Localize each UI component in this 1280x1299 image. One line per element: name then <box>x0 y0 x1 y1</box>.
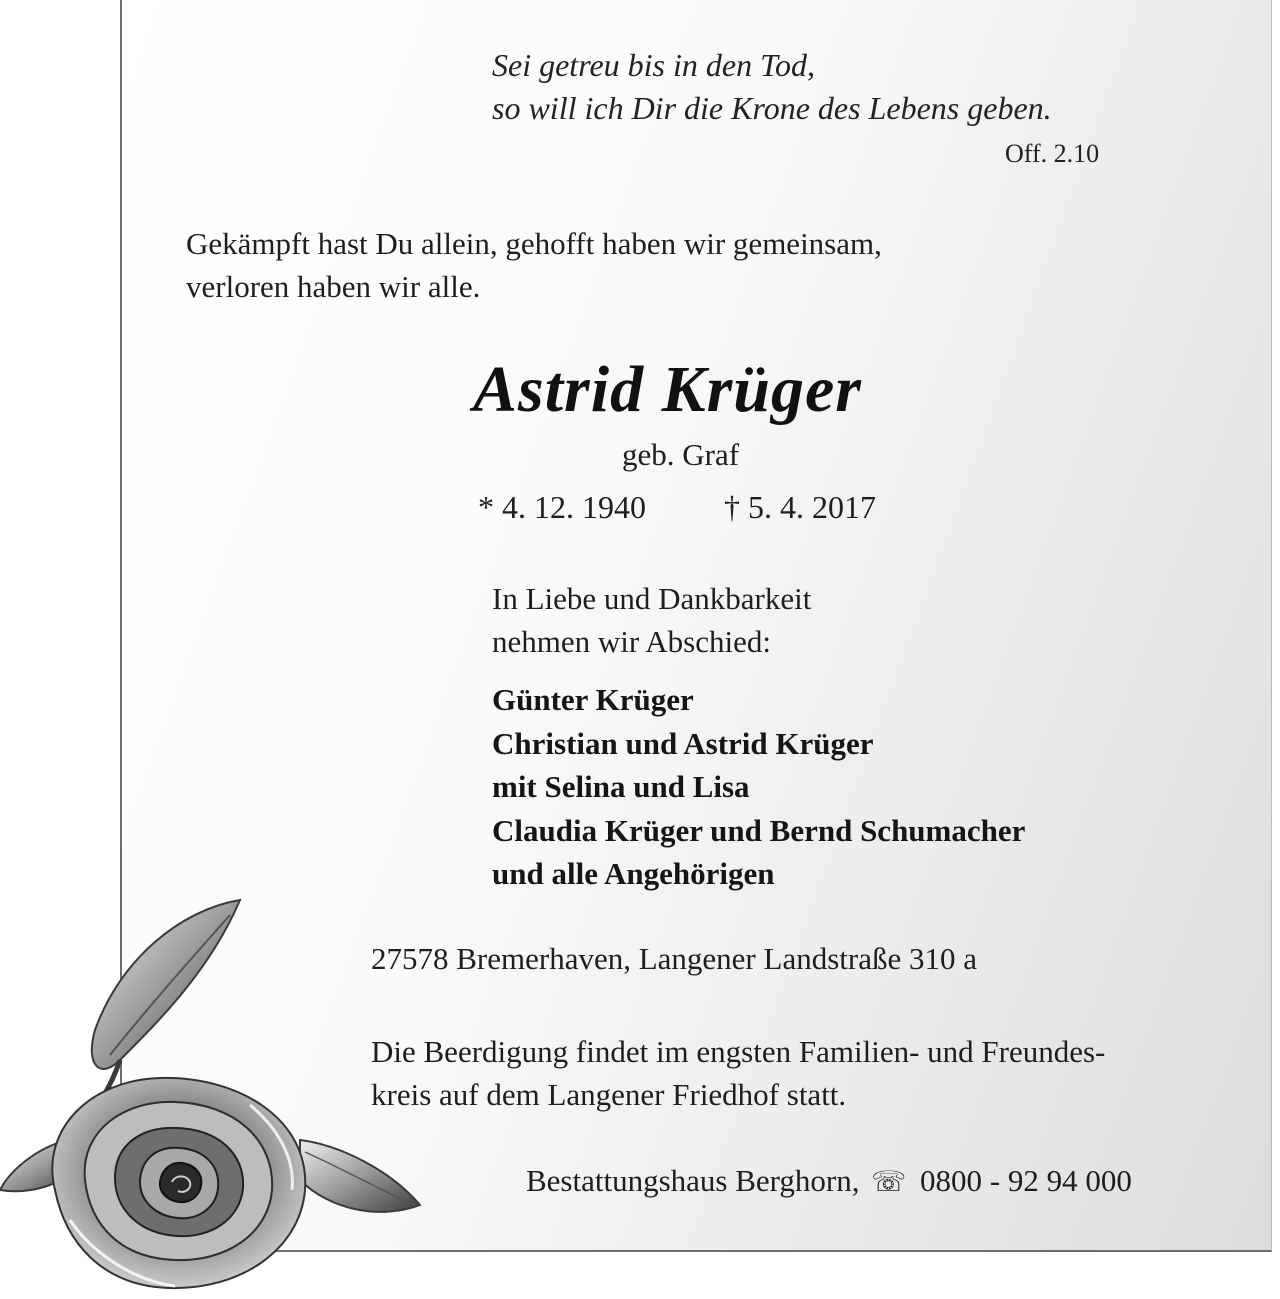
quote-line-1: Gekämpft hast Du allein, gehofft haben wir gemeinsam, <box>186 226 882 261</box>
mourner-line: und alle Angehörigen <box>492 856 775 891</box>
mourners-list <box>492 678 1025 896</box>
family-address: 27578 Bremerhaven, Langener Landstraße 310 a <box>371 941 977 976</box>
mourner-line: Christian und Astrid Krüger <box>492 725 874 761</box>
verse-line-1: Sei getreu bis in den Tod, <box>492 47 815 83</box>
mourner-line: mit Selina und Lisa <box>492 769 750 804</box>
maiden-name: geb. Graf <box>622 437 740 472</box>
funeral-notice <box>371 1030 1105 1116</box>
undertaker-name: Bestattungshaus Berghorn, <box>526 1163 860 1198</box>
phone-icon: ☏ <box>871 1165 907 1198</box>
death-date: † 5. 4. 2017 <box>724 489 876 525</box>
verse-line-2: so will ich Dir die Krone des Lebens geben. <box>492 90 1052 126</box>
mourner-line: Günter Krüger <box>492 682 694 717</box>
farewell-line-2: nehmen wir Abschied: <box>492 624 771 659</box>
funeral-line-2: kreis auf dem Langener Friedhof statt. <box>371 1077 847 1112</box>
bible-verse <box>492 44 1052 130</box>
undertaker-contact <box>526 1163 1132 1199</box>
quote-line-2: verloren haben wir alle. <box>186 269 481 304</box>
deceased-name: Astrid Krüger <box>473 353 862 426</box>
undertaker-phone: 0800 - 92 94 000 <box>920 1163 1132 1198</box>
birth-date: * 4. 12. 1940 <box>478 489 646 525</box>
farewell-line-1: In Liebe und Dankbarkeit <box>492 581 812 616</box>
opening-quote <box>186 222 882 308</box>
funeral-line-1: Die Beerdigung findet im engsten Familien- und Freundes- <box>371 1034 1106 1069</box>
rose-icon <box>0 890 440 1299</box>
verse-reference: Off. 2.10 <box>1005 139 1100 168</box>
farewell-text <box>492 577 811 663</box>
mourner-line: Claudia Krüger und Bernd Schumacher <box>492 812 1026 848</box>
